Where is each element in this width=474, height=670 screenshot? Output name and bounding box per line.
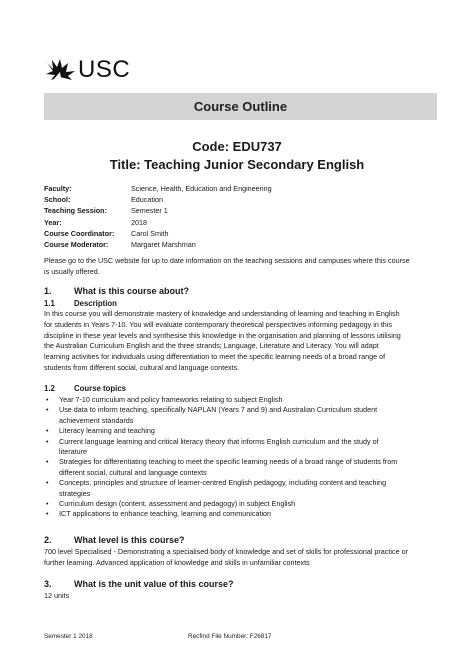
description-line: students from different social, cultural and language contexts. — [44, 362, 240, 372]
course-code: Code: EDU737 — [192, 139, 282, 154]
banner-title: Course Outline — [193, 99, 288, 114]
info-value: Education — [131, 195, 163, 205]
usc-logo-text: USC — [78, 56, 131, 83]
info-row-year — [44, 217, 272, 228]
description-paragraph — [44, 309, 439, 374]
section-number: 1. — [44, 286, 52, 296]
info-key: Year: — [44, 217, 62, 227]
level-line: further learning. Advanced application of knowledge and skills in unfamiliar contexts — [44, 557, 310, 567]
list-item — [44, 426, 439, 436]
usc-emblem-icon — [46, 59, 76, 81]
description-line: for students in Years 7-10. You will evaluate contemporary theoretical perspectives informing pedagogy in this — [44, 319, 392, 329]
description-line: In this course you will demonstrate mastery of knowledge and understanding of learning and teaching in English — [44, 309, 400, 318]
info-key: Course Coordinator: — [44, 228, 115, 238]
level-paragraph — [44, 547, 439, 569]
info-key: Course Moderator: — [44, 240, 109, 250]
section-1-2-heading — [44, 384, 126, 393]
list-item-line: strategies — [59, 488, 91, 498]
intro-line: is usually offered. — [44, 266, 100, 276]
unit-value-line: 12 units — [44, 591, 70, 600]
info-value: Science, Health, Education and Engineering — [131, 184, 272, 193]
list-item — [44, 478, 439, 499]
subsection-number: 1.2 — [44, 384, 55, 393]
intro-paragraph — [44, 256, 439, 278]
info-row-faculty — [44, 183, 272, 194]
list-item-line: • Strategies for differentiating teaching to meet the specific learning needs of a broad range of students from — [59, 457, 398, 467]
usc-logo — [46, 58, 130, 82]
info-key: School: — [44, 195, 71, 205]
info-row-course-moderator — [44, 239, 272, 250]
list-item — [44, 457, 439, 478]
list-item — [44, 437, 439, 458]
info-row-course-coordinator — [44, 228, 272, 239]
list-item-line: • Use data to inform teaching, specifically NAPLAN (Years 7 and 9) and Australian Curriculum student — [59, 405, 378, 415]
list-item — [44, 509, 439, 519]
footer-semester: Semester 1 2018 — [44, 633, 93, 640]
list-item — [44, 499, 439, 509]
description-line: learning activities for individuals using differentiation to meet the specific learning needs of a broad range of — [44, 352, 386, 362]
subsection-title: Course topics — [74, 384, 126, 393]
info-row-school — [44, 194, 272, 205]
info-value: 2018 — [131, 217, 147, 227]
description-line: discipline in these year levels and synthesise this knowledge in the organisation and planning of lessons utilising — [44, 330, 401, 340]
subsection-title: Description — [74, 299, 117, 308]
section-title: What level is this course? — [74, 535, 185, 545]
course-title: Title: Teaching Junior Secondary English — [109, 157, 365, 172]
info-value: Margaret Marshman — [131, 240, 196, 250]
info-value: Carol Smith — [131, 228, 169, 238]
course-outline-banner — [44, 93, 437, 120]
info-row-teaching-session — [44, 205, 272, 216]
section-2-heading — [44, 535, 185, 545]
section-3-heading — [44, 579, 234, 589]
info-key: Faculty: — [44, 184, 72, 193]
info-key: Teaching Session: — [44, 206, 107, 216]
course-topics-list — [44, 395, 439, 520]
section-number: 3. — [44, 579, 52, 589]
intro-line: Please go to the USC website for up to date information on the teaching sessions and campuses where this course — [44, 256, 410, 265]
subsection-number: 1.1 — [44, 299, 55, 308]
section-1-heading — [44, 286, 189, 296]
level-line: 700 level Specialised - Demonstrating a specialised body of knowledge and set of skills for professional practice or — [44, 547, 408, 556]
info-value: Semester 1 — [131, 206, 168, 216]
list-item-line: • Year 7-10 curriculum and policy frameworks relating to subject English — [59, 395, 283, 404]
section-title: What is the unit value of this course? — [74, 579, 234, 589]
list-item-line: different social, cultural and language contexts — [59, 467, 207, 477]
unit-value-paragraph — [44, 591, 439, 602]
list-item-line: literature — [59, 447, 87, 457]
section-title: What is this course about? — [74, 286, 190, 296]
description-line: the Australian Curriculum English and the three strands; Language, Literature and Literacy. You will adapt — [44, 341, 379, 351]
list-item-line: • Curriculum design (content, assessment and pedagogy) in subject English — [59, 499, 296, 509]
list-item-line: • Literacy learning and teaching — [59, 426, 155, 436]
list-item — [44, 405, 439, 426]
course-info-table — [44, 183, 272, 250]
list-item-line: achievement standards — [59, 415, 134, 425]
list-item-line: • Concepts, principles and structure of learner-centred English pedagogy, including content and teaching — [59, 478, 387, 488]
list-item-line: • ICT applications to enhance teaching, learning and communication — [59, 509, 272, 519]
list-item-line: • Current language learning and critical literacy theory that informs English curriculum and the study of — [59, 436, 379, 446]
section-1-1-heading — [44, 299, 117, 308]
footer-file-number: Recfind File Number: F26817 — [188, 633, 272, 640]
list-item — [44, 395, 439, 405]
section-number: 2. — [44, 535, 52, 545]
